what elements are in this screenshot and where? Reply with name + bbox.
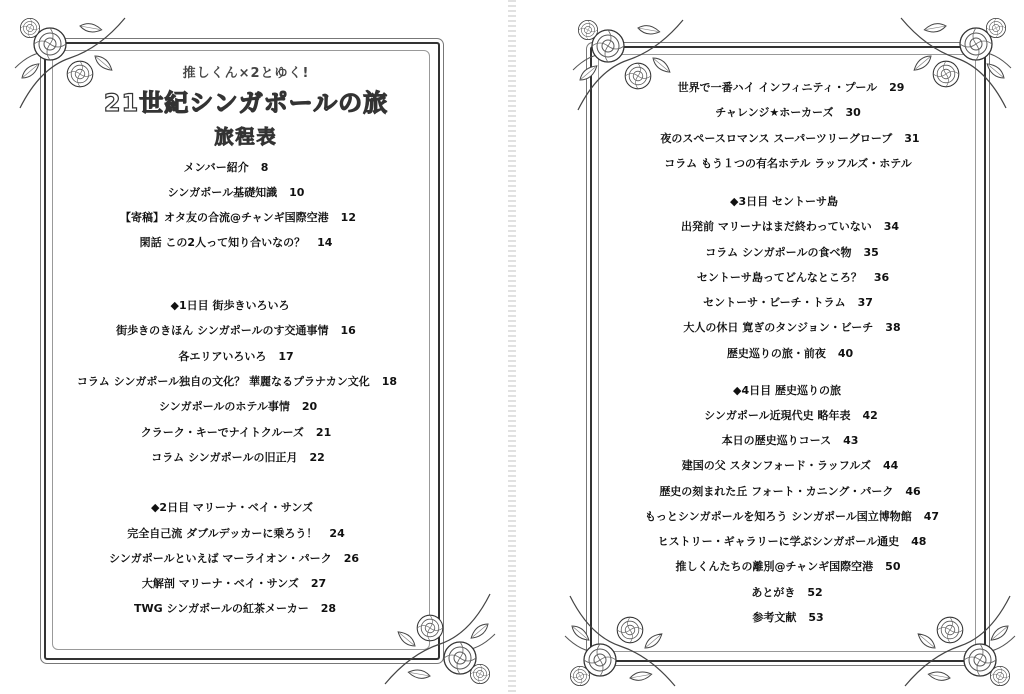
toc-section-label: ◆4日目 歴史巡りの旅 bbox=[733, 384, 841, 397]
toc-entry-label: 歴史巡りの旅・前夜 bbox=[726, 347, 826, 360]
toc-entry-label: もっとシンガポールを知ろう シンガポール国立博物館 bbox=[644, 510, 912, 523]
toc-entry-page: 48 bbox=[911, 535, 927, 548]
toc-entry-label: コラム シンガポールの食べ物 bbox=[705, 246, 852, 259]
toc-entry bbox=[660, 132, 919, 146]
title-block bbox=[96, 62, 396, 149]
toc-entry-label: 街歩きのきほん シンガポールのす交通事情 bbox=[116, 324, 329, 337]
toc-entry-page: 47 bbox=[923, 510, 940, 523]
toc-entry bbox=[168, 186, 305, 200]
toc-entry bbox=[134, 602, 336, 616]
toc-entry-page: 29 bbox=[889, 81, 905, 94]
toc-entry-page: 34 bbox=[883, 220, 900, 233]
bottom-left-flower-ornament bbox=[560, 586, 680, 694]
toc-entry-label: シンガポールのホテル事情 bbox=[158, 400, 290, 413]
toc-entry bbox=[715, 106, 861, 120]
toc-entry-page: 28 bbox=[320, 602, 337, 615]
toc-entry-page: 21 bbox=[315, 426, 332, 439]
toc-entry bbox=[658, 535, 927, 549]
toc-entry-label: 世界で一番ハイ インフィニティ・プール bbox=[677, 81, 878, 94]
toc-entry bbox=[184, 161, 269, 175]
toc-entry-label: ヒストリー・ギャラリーに学ぶシンガポール通史 bbox=[657, 535, 900, 548]
toc-entry-label: クラーク・キーでナイトクルーズ bbox=[140, 426, 304, 439]
toc-entry-page: 16 bbox=[340, 324, 356, 337]
toc-entry-label: シンガポール基礎知識 bbox=[167, 186, 278, 199]
toc-entry bbox=[109, 552, 359, 566]
toc-entry-page: 50 bbox=[885, 560, 901, 573]
itinerary-heading: 旅程表 bbox=[214, 126, 278, 148]
toc-section-heading bbox=[733, 384, 841, 398]
toc-entry bbox=[120, 211, 356, 225]
toc-entry bbox=[705, 246, 879, 260]
toc-entry-label: TWG シンガポールの紅茶メーカー bbox=[133, 602, 309, 615]
toc-entry-page: 43 bbox=[843, 434, 859, 447]
toc-entry bbox=[697, 271, 889, 285]
toc-entry-label: セントーサ島ってどんなところ？ bbox=[696, 271, 862, 284]
toc-entry-label: 【寄稿】オタ友の合流@チャンギ国際空港 bbox=[120, 211, 329, 224]
toc-entry-label: セントーサ・ビーチ・トラム bbox=[703, 296, 846, 309]
toc-entry-page: 35 bbox=[863, 246, 879, 259]
toc-entry-label: 歴史の刻まれた丘 フォート・カニング・パーク bbox=[659, 485, 894, 498]
toc-entry-page: 26 bbox=[343, 552, 359, 565]
bottom-right-flower-ornament bbox=[900, 586, 1020, 694]
toc-entry bbox=[664, 157, 911, 171]
toc-section-label: ◆1日目 街歩きいろいろ bbox=[170, 299, 290, 312]
toc-entry bbox=[683, 321, 900, 335]
toc-entry-page: 24 bbox=[329, 527, 345, 540]
toc-entry-label: 本日の歴史巡りコース bbox=[721, 434, 832, 447]
toc-entry-label: あとがき bbox=[751, 586, 796, 599]
bottom-right-flower-ornament bbox=[380, 584, 500, 694]
toc-section-label: ◆2日目 マリーナ・ベイ・サンズ bbox=[150, 501, 314, 514]
toc-entry-page: 52 bbox=[807, 586, 823, 599]
toc-entry bbox=[140, 236, 333, 250]
toc-entry bbox=[704, 409, 878, 423]
toc-entry bbox=[141, 426, 331, 440]
top-left-flower-ornament bbox=[568, 10, 688, 120]
right-page bbox=[512, 0, 1024, 694]
toc-section-heading bbox=[151, 501, 313, 515]
toc-entry-label: 夜のスペースロマンス スーパーツリーグローブ bbox=[660, 132, 893, 145]
toc-entry bbox=[151, 451, 325, 465]
toc-entry-page: 22 bbox=[309, 451, 325, 464]
toc-entry-label: シンガポール近現代史 略年表 bbox=[704, 409, 851, 422]
toc-entry bbox=[727, 347, 853, 361]
toc-entry-label: 大人の休日 寛ぎのタンジョン・ビーチ bbox=[683, 321, 874, 334]
toc-entry-label: 閑話 この2人って知り合いなの？ bbox=[139, 236, 306, 249]
toc-entry-page: 37 bbox=[857, 296, 873, 309]
toc-entry-page: 53 bbox=[808, 611, 824, 624]
toc-entry-label: 出発前 マリーナはまだ終わっていない bbox=[680, 220, 872, 233]
toc-entry-page: 40 bbox=[837, 347, 854, 360]
toc-entry bbox=[682, 459, 899, 473]
toc-section-heading bbox=[730, 195, 838, 209]
toc-entry-page: 20 bbox=[301, 400, 318, 413]
toc-entry-page: 8 bbox=[260, 161, 269, 174]
toc-entry-label: 各エリアいろいろ bbox=[178, 350, 267, 363]
toc-entry bbox=[722, 434, 859, 448]
toc-entry-page: 38 bbox=[885, 321, 901, 334]
toc-entry bbox=[127, 527, 344, 541]
toc-entry bbox=[77, 375, 397, 389]
toc-entry-page: 12 bbox=[340, 211, 356, 224]
toc-entry-page: 46 bbox=[905, 485, 921, 498]
toc-entry-label: コラム もう１つの有名ホテル ラッフルズ・ホテル bbox=[664, 157, 912, 170]
toc-entry-label: チャレンジ★ホーカーズ bbox=[715, 106, 834, 119]
toc-entry bbox=[703, 296, 873, 310]
toc-entry-label: シンガポールといえば マーライオン・パーク bbox=[109, 552, 332, 565]
toc-entry-label: 建国の父 スタンフォード・ラッフルズ bbox=[681, 459, 871, 472]
toc-entry-page: 14 bbox=[317, 236, 333, 249]
toc-section-heading bbox=[171, 299, 290, 313]
toc-entry bbox=[676, 560, 901, 574]
toc-entry-page: 31 bbox=[904, 132, 920, 145]
toc-entry-label: コラム シンガポール独自の文化？ 華麗なるプラナカン文化 bbox=[76, 375, 370, 388]
book-title: 21世紀シンガポールの旅 bbox=[103, 89, 389, 117]
toc-entry bbox=[751, 586, 822, 600]
top-right-flower-ornament bbox=[896, 8, 1016, 118]
toc-entry bbox=[178, 350, 293, 364]
toc-entry-page: 44 bbox=[882, 459, 899, 472]
toc-entry bbox=[116, 324, 356, 338]
toc-entry-label: 大解剖 マリーナ・ベイ・サンズ bbox=[141, 577, 299, 590]
toc-entry bbox=[681, 220, 899, 234]
toc-entry bbox=[645, 510, 939, 524]
toc-entry bbox=[659, 485, 920, 499]
toc-entry-label: 参考文献 bbox=[752, 611, 797, 624]
toc-entry-page: 18 bbox=[381, 375, 398, 388]
toc-entry bbox=[142, 577, 326, 591]
toc-section-label: ◆3日目 セントーサ島 bbox=[730, 195, 838, 208]
toc-entry-label: 推しくんたちの離別@チャンギ国際空港 bbox=[675, 560, 874, 573]
book-subtitle: 推しくん×2とゆく! bbox=[182, 66, 310, 81]
toc-entry-page: 17 bbox=[278, 350, 294, 363]
toc-entry-page: 27 bbox=[310, 577, 327, 590]
toc-entry-label: メンバー紹介 bbox=[183, 161, 249, 174]
toc-entry-page: 30 bbox=[845, 106, 861, 119]
toc-entry bbox=[678, 81, 905, 95]
toc-entry-page: 42 bbox=[862, 409, 878, 422]
toc-entry bbox=[752, 611, 823, 625]
toc-entry-label: コラム シンガポールの旧正月 bbox=[151, 451, 298, 464]
toc-entry-label: 完全自己流 ダブルデッカーに乗ろう！ bbox=[127, 527, 318, 540]
toc-entry-page: 10 bbox=[289, 186, 305, 199]
toc-entry bbox=[159, 400, 317, 414]
toc-entry-page: 36 bbox=[873, 271, 890, 284]
